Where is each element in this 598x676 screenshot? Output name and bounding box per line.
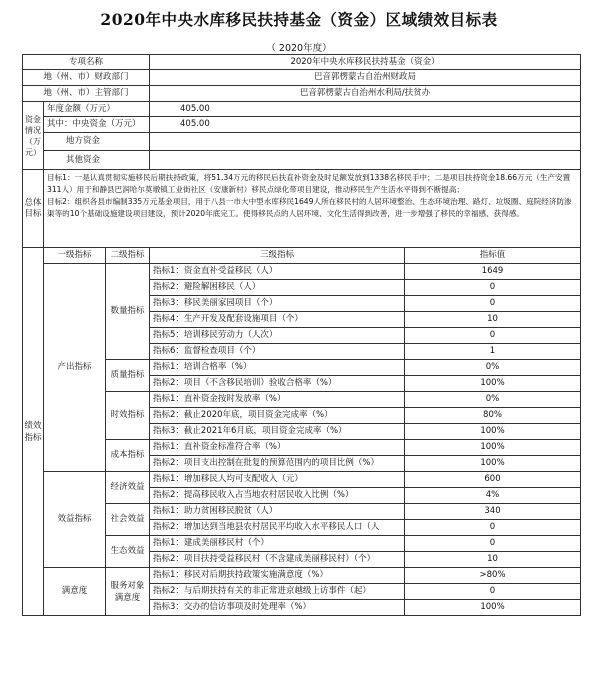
overall-goals-label: 总体目标 — [23, 170, 44, 248]
group-benefit: 效益指标 — [44, 472, 106, 568]
indicator-value: 1 — [405, 344, 581, 360]
goal-2-text: 目标2：组织各县市编制335万元基金项目，用于八县一市大中型水库移民1649人所在移民村的人居环境整治、生态环境治理、路灯、垃圾圈、庭院经济防渗渠等的10个基础设施建设项目建设，预计2020年底完工。使得移民点的人居环境、文化生活得到改善，进一步增强了移民的幸福感、获得感。 — [47, 197, 572, 218]
indicator-name: 指标6：监督检查项目（个） — [150, 344, 405, 360]
indicator-name: 指标4：生产开发及配套设施项目（个） — [150, 312, 405, 328]
local-funds-value — [150, 133, 581, 151]
indicator-name: 指标1：直补资金标准符合率（%） — [150, 440, 405, 456]
subgroup-quantity: 数量指标 — [106, 264, 150, 360]
indicator-value: 100% — [405, 600, 581, 616]
annual-amount-label: 年度金额（万元） — [44, 102, 150, 117]
indicator-name: 指标2：避险解困移民（人） — [150, 280, 405, 296]
indicator-value: 0 — [405, 328, 581, 344]
indicator-name: 指标1：直补资金按时发放率（%） — [150, 392, 405, 408]
group-satisfaction: 满意度 — [44, 568, 106, 616]
goal-1-text: 目标1：一是认真贯彻实施移民后期扶持政策，将51.34万元的移民后扶直补资金及时足额发放到1338名移民手中；二是项目扶持资金18.66万元（生产安置311人）用于和静县巴润哈尔莫墩镇工业街社区（安康新村）移民点绿化带项目建设，推动移民生产生活水平得到不断提高； — [47, 173, 571, 194]
indicator-value: 80% — [405, 408, 581, 424]
indicator-value: 600 — [405, 472, 581, 488]
indicator-name: 指标2：截止2020年底，项目资金完成率（%） — [150, 408, 405, 424]
indicator-name: 指标1：建成美丽移民村（个） — [150, 536, 405, 552]
indicator-name: 指标1：移民对后期扶持政策实施满意度（%） — [150, 568, 405, 584]
annual-amount-value: 405.00 — [150, 102, 581, 117]
header-level2: 二级指标 — [106, 248, 150, 264]
indicator-name: 指标3：交办的信访事项及时处理率（%） — [150, 600, 405, 616]
subgroup-cost: 成本指标 — [106, 440, 150, 472]
local-funds-label: 地方资金 — [44, 133, 150, 151]
indicator-value: 0% — [405, 392, 581, 408]
page-title: 2020年中央水库移民扶持基金（资金）区域绩效目标表 — [100, 10, 498, 29]
subgroup-ecological: 生态效益 — [106, 536, 150, 568]
indicator-name: 指标5：培训移民劳动力（人次） — [150, 328, 405, 344]
indicator-value: 0 — [405, 280, 581, 296]
indicator-name: 指标1：资金直补受益移民（人） — [150, 264, 405, 280]
subgroup-timeliness: 时效指标 — [106, 392, 150, 440]
indicator-name: 指标2：提高移民收入占当地农村居民收入比例（%） — [150, 488, 405, 504]
subgroup-economic: 经济效益 — [106, 472, 150, 504]
subgroup-social: 社会效益 — [106, 504, 150, 536]
indicator-value: 0 — [405, 520, 581, 536]
central-funds-value: 405.00 — [150, 117, 581, 133]
indicator-value: 100% — [405, 456, 581, 472]
admin-dept-label: 地（州、市）主管部门 — [23, 86, 150, 102]
indicator-value: 0 — [405, 296, 581, 312]
indicator-value: 340 — [405, 504, 581, 520]
admin-dept-value: 巴音郭楞蒙古自治州水利局/扶贫办 — [150, 86, 581, 102]
finance-dept-value: 巴音郭楞蒙古自治州财政局 — [150, 70, 581, 86]
indicator-name: 指标2：与后期扶持有关的非正常进京越级上访事件（起） — [150, 584, 405, 600]
indicator-value: 0 — [405, 584, 581, 600]
indicator-name: 指标3：移民美丽家园项目（个） — [150, 296, 405, 312]
group-output: 产出指标 — [44, 264, 106, 472]
project-name-value: 2020年中央水库移民扶持基金（资金） — [150, 55, 581, 70]
indicator-name: 指标1：培训合格率（%） — [150, 360, 405, 376]
performance-goal-table — [22, 54, 581, 616]
header-level1: 一级指标 — [44, 248, 106, 264]
other-funds-label: 其他资金 — [44, 151, 150, 170]
indicator-value: 0% — [405, 360, 581, 376]
finance-dept-label: 地（州、市）财政部门 — [23, 70, 150, 86]
indicator-value: 10 — [405, 552, 581, 568]
indicator-name: 指标2：增加达到当地县农村居民平均收入水平移民人口（人 — [150, 520, 405, 536]
other-funds-value — [150, 151, 581, 170]
indicator-value: 100% — [405, 424, 581, 440]
indicator-value: 100% — [405, 376, 581, 392]
indicator-value: 4% — [405, 488, 581, 504]
indicator-value: 100% — [405, 440, 581, 456]
overall-goals-text — [44, 170, 581, 248]
header-value: 指标值 — [405, 248, 581, 264]
subgroup-service: 服务对象满意度 — [106, 568, 150, 616]
central-funds-label: 其中：中央资金（万元） — [44, 117, 150, 133]
year-label: （ 2020年度） — [266, 43, 332, 54]
header-level3: 三级指标 — [150, 248, 405, 264]
indicator-name: 指标2：项目（不含移民培训）验收合格率（%） — [150, 376, 405, 392]
indicator-name: 指标1：助力贫困移民脱贫（人） — [150, 504, 405, 520]
indicator-value: >80% — [405, 568, 581, 584]
indicator-value: 1649 — [405, 264, 581, 280]
indicator-name: 指标3：截止2021年6月底，项目资金完成率（%） — [150, 424, 405, 440]
indicator-name: 指标2：项目支出控制在批复的预算范围内的项目比例（%） — [150, 456, 405, 472]
indicator-name: 指标2：项目扶持受益移民村（不含建成美丽移民村）（个） — [150, 552, 405, 568]
performance-indicators-label: 绩效指标 — [23, 248, 44, 616]
indicator-value: 10 — [405, 312, 581, 328]
indicator-value: 0 — [405, 536, 581, 552]
funding-label: 资金情况（万元） — [23, 102, 44, 170]
indicator-name: 指标1：增加移民人均可支配收入（元） — [150, 472, 405, 488]
project-name-label: 专项名称 — [23, 55, 150, 70]
subgroup-quality: 质量指标 — [106, 360, 150, 392]
